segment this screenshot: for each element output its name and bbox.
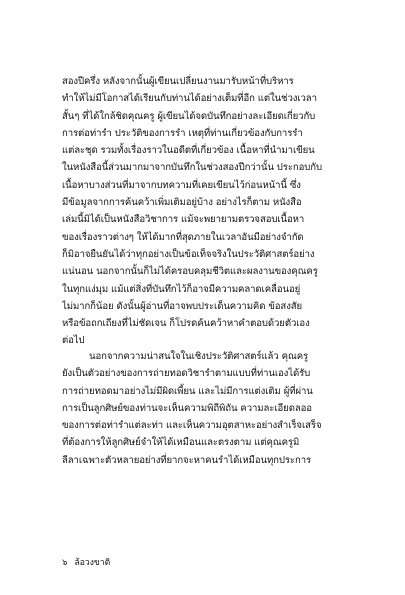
page-number: ๖ xyxy=(62,558,68,568)
text-line: ในหนังสือนี้ส่วนมากมาจากบันทึกในช่วงสองปีกว่านั้น ประกอบกับ xyxy=(62,162,322,174)
text-line: หรือข้อถกเถียงที่ไม่ชัดเจน ก็โปรดค้นคว้าหาคำตอบด้วยตัวเอง xyxy=(62,318,310,330)
text-line: แน่นอน นอกจากนั้นก็ไม่ได้ครอบคลุมชีวิตและผลงานของคุณครู xyxy=(62,266,318,278)
text-line: ก็มิอาจยืนยันได้ว่าทุกอย่างเป็นข้อเท็จจริงในประวัติศาสตร์อย่าง xyxy=(62,248,315,260)
text-line: เล่มนี้มิได้เป็นหนังสือวิชาการ แม้จะพยายามตรวจสอบเนื้อหา xyxy=(62,214,305,226)
text-line: ทำให้ไม่มีโอกาสได้เรียนกับท่านได้อย่างเต็มที่อีก แต่ในช่วงเวลา xyxy=(62,93,317,105)
text-line: การถ่ายทอดมาอย่างไม่มีผิดเพี้ยน และไม่มีการแต่งเติม ผู้ที่ผ่าน xyxy=(62,385,313,397)
text-line: ลีลาเฉพาะตัวหลายอย่างที่ยากจะหาคนรำได้เหมือนทุกประการ xyxy=(62,454,312,466)
paragraph-2 xyxy=(62,348,348,469)
text-line: ในทุกแง่มุม แม้แต่สิ่งที่บันทึกไว้ก็อาจมีความคลาดเคลื่อนอยู่ xyxy=(62,283,301,295)
text-line: มีข้อมูลจากการค้นคว้าเพิ่มเติมอยู่บ้าง อย่างไรก็ตาม หนังสือ xyxy=(62,197,302,209)
text-line: สองปีครึ่ง หลังจากนั้นผู้เขียนเปลี่ยนงานมารับหน้าที่บริหาร xyxy=(62,76,294,87)
text-line: นอกจากความน่าสนใจในเชิงประวัติศาสตร์แล้ว คุณครู xyxy=(89,351,309,362)
text-line: สั้นๆ ที่ได้ใกล้ชิดคุณครู ผู้เขียนได้จดบันทึกอย่างละเอียดเกี่ยวกับ xyxy=(62,110,316,122)
text-line: ไม่มากก็น้อย ดังนั้นผู้อ่านที่อาจพบประเด็นความคิด ข้อสงสัย xyxy=(62,300,303,312)
text-line: เนื้อหาบางส่วนที่มาจากบทความที่เคยเขียนไว้ก่อนหน้านี้ ซึ่ง xyxy=(62,179,301,191)
text-line: การเป็นลูกศิษย์ของท่านจะเห็นความพิถีพิถัน ความละเอียดลออ xyxy=(62,402,312,414)
text-line: แต่ละชุด รวมทั้งเรื่องราวในอดีตที่เกี่ยวข้อง เนื้อหาที่นำมาเขียน xyxy=(62,145,315,157)
page-footer xyxy=(62,557,110,569)
paragraph-1 xyxy=(62,73,348,350)
text-line: ที่ต้องการให้ลูกศิษย์จำให้ได้เหมือนและตรงตาม แต่คุณครูมิ xyxy=(62,437,300,449)
text-line: การต่อท่ารำ ประวัติของการรำ เหตุที่ท่านเกี่ยวข้องกับการรำ xyxy=(62,127,303,139)
running-title: ล้อวงขาติ xyxy=(74,558,111,568)
text-line: ต่อไป xyxy=(62,335,85,347)
text-line: ของเรื่องราวต่างๆ ให้ได้มากที่สุดภายในเวลาอันมีอย่างจำกัด xyxy=(62,231,304,243)
text-line: ของการต่อท่ารำแต่ละท่า และเห็นความอุตสาหะอย่างสำเร็จเสร็จ xyxy=(62,420,322,432)
text-line: ยังเป็นตัวอย่างของการถ่ายทอดวิชารำตามแบบที่ท่านเองได้รับ xyxy=(62,368,311,380)
